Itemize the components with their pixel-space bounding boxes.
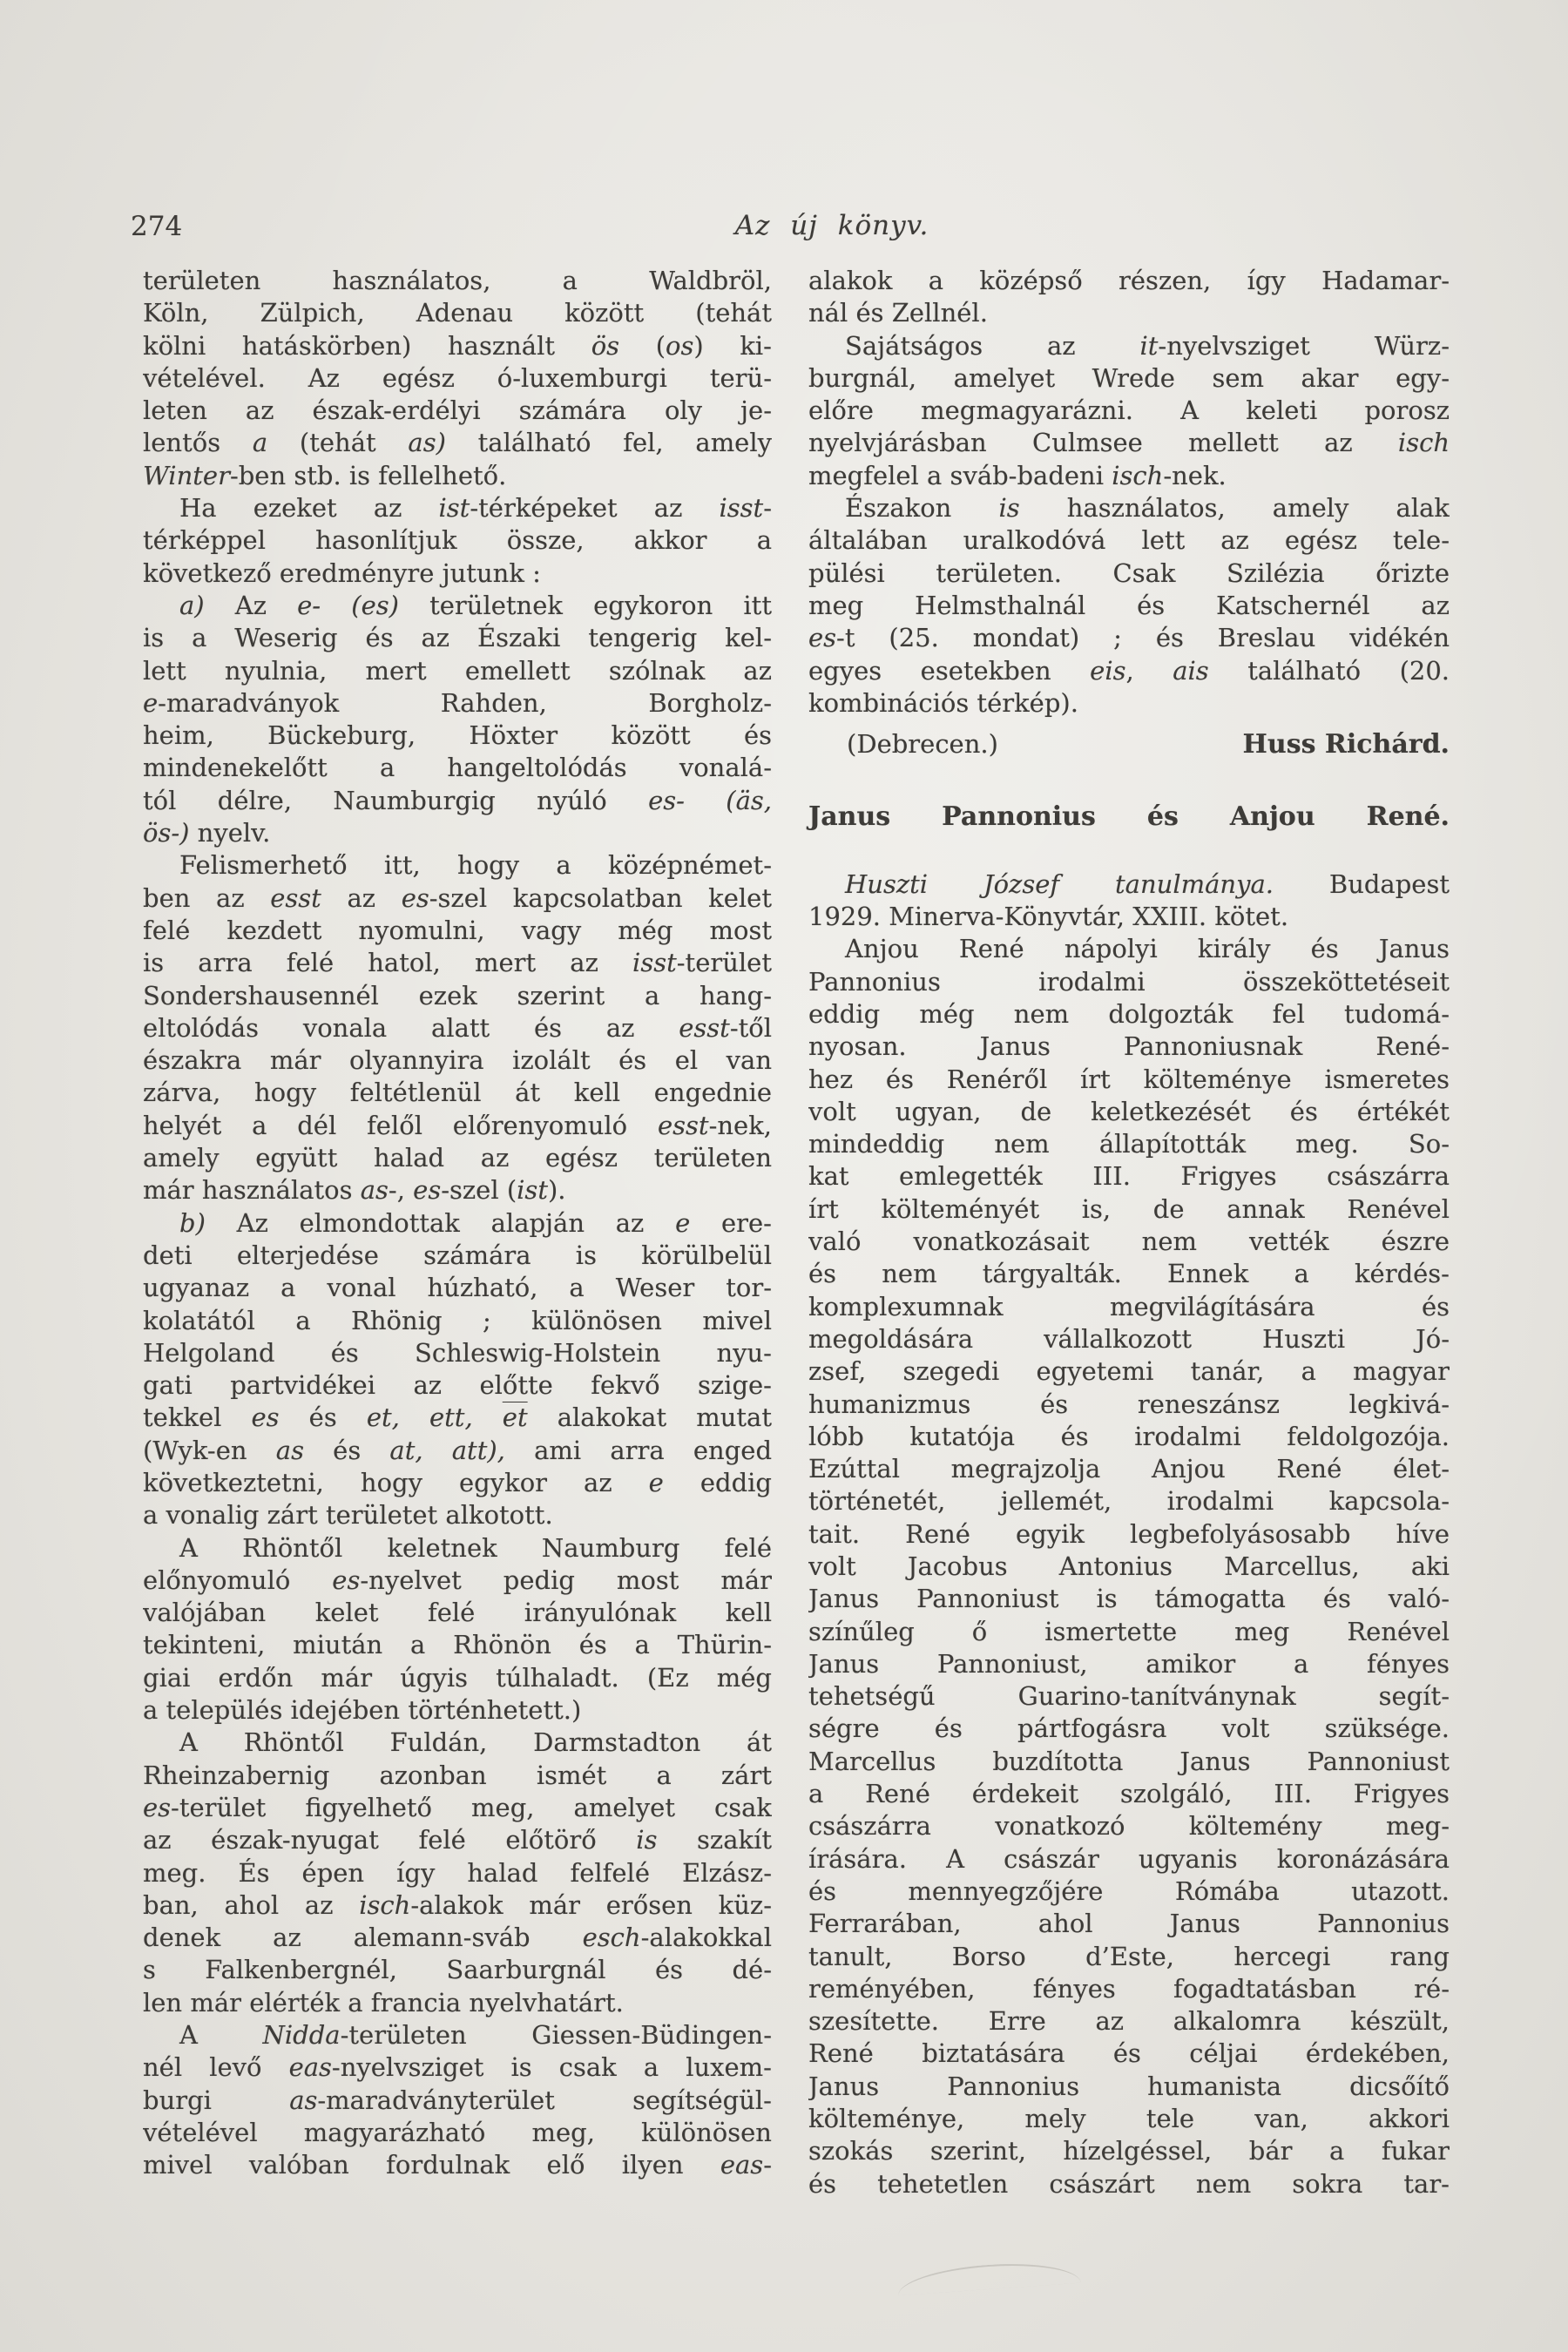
text-line: leten az észak-erdélyi számára oly je- xyxy=(143,395,772,426)
text-line: burgi as-maradványterület segítségül- xyxy=(143,2085,772,2115)
text-line: kat emlegették III. Frigyes császárra xyxy=(808,1161,1450,1192)
text-line: René biztatására és céljai érdekében, xyxy=(808,2038,1450,2069)
signature-line xyxy=(808,728,1450,760)
text-line: Ferrarában, ahol Janus Pannonius xyxy=(808,1909,1450,1939)
text-line: és mennyegzőjére Rómába utazott. xyxy=(808,1876,1450,1906)
text-line: denek az alemann-sváb esch-alakokkal xyxy=(143,1923,772,1953)
text-line: is a Weserig és az Északi tengerig kel- xyxy=(143,623,772,653)
text-line: tekkel es és et, ett, $\overline{et}$ alakokat mutat xyxy=(143,1402,772,1433)
text-line: Ha ezeket az ist-térképeket az isst- xyxy=(179,493,772,524)
running-title: Az új könyv. xyxy=(734,210,929,241)
text-line: megfelel a sváb-badeni isch-nek. xyxy=(808,460,1227,490)
text-line: tait. René egyik legbefolyásosabb híve xyxy=(808,1518,1450,1549)
text-line: mivel valóban fordulnak elő ilyen eas- xyxy=(143,2150,772,2180)
signature-author: Huss Richárd. xyxy=(1242,729,1450,760)
text-line: 1929. Minerva-Könyvtár, XXIII. kötet. xyxy=(808,902,1289,932)
text-line: előre megmagyarázni. A keleti porosz xyxy=(808,395,1450,426)
text-line: gati partvidékei az előtte fekvő szige- xyxy=(143,1370,772,1401)
text-line: és nem tárgyalták. Ennek a kérdés- xyxy=(808,1259,1450,1289)
text-line: Köln, Zülpich, Adenau között (tehát xyxy=(143,298,772,328)
text-line: megoldására vállalkozott Huszti Jó- xyxy=(808,1323,1450,1354)
text-line: Winter-ben stb. is fellelhető. xyxy=(143,460,507,490)
text-line: egyes esetekben eis, ais található (20. xyxy=(808,655,1450,686)
text-line: ségre és pártfogásra volt szüksége. xyxy=(808,1713,1450,1744)
text-line: amely együtt halad az egész területen xyxy=(143,1143,772,1173)
text-line: az észak-nyugat felé előtörő is szakít xyxy=(143,1825,772,1855)
text-line: a vonalig zárt területet alkotott. xyxy=(143,1500,553,1531)
text-line: írására. A császár ugyanis koronázására xyxy=(808,1843,1450,1874)
text-line: Ezúttal megrajzolja Anjou René élet- xyxy=(808,1454,1450,1484)
text-line: északra már olyannyira izolált és el van xyxy=(143,1045,772,1076)
text-line: császárra vonatkozó költemény meg- xyxy=(808,1811,1450,1842)
text-line: vételével magyarázható meg, különösen xyxy=(143,2117,772,2147)
text-line: Felismerhető itt, hogy a középnémet- xyxy=(179,850,772,881)
text-line: területen használatos, a Waldbröl, xyxy=(143,266,772,295)
text-line: volt ugyan, de keletkezését és értékét xyxy=(808,1096,1450,1126)
text-line: zárva, hogy feltétlenül át kell engednie xyxy=(143,1078,772,1108)
text-line: ban, ahol az isch-alakok már erősen küz- xyxy=(143,1889,772,1920)
text-line: komplexumnak megvilágítására és xyxy=(808,1291,1450,1321)
text-line: A Rhöntől keletnek Naumburg felé xyxy=(179,1532,772,1563)
text-line: zsef, szegedi egyetemi tanár, a magyar xyxy=(808,1356,1450,1387)
text-line: kölni hatáskörben) használt ös (os) ki- xyxy=(143,330,772,361)
text-line: meg Helmsthalnál és Katschernél az xyxy=(808,590,1450,620)
text-line: általában uralkodóvá lett az egész tele- xyxy=(808,525,1450,556)
text-line: eltolódás vonala alatt és az esst-től xyxy=(143,1012,772,1043)
text-line: mindeddig nem állapították meg. So- xyxy=(808,1129,1450,1159)
text-line: Huszti József tanulmánya. Budapest xyxy=(845,868,1450,899)
text-line: giai erdőn már úgyis túlhaladt. (Ez még xyxy=(143,1662,772,1693)
signature-place: (Debrecen.) xyxy=(847,729,998,760)
text-line: hez és Renéről írt költeménye ismeretes xyxy=(808,1064,1450,1094)
text-line: kombinációs térkép). xyxy=(808,687,1078,718)
text-line: humanizmus és reneszánsz legkivá- xyxy=(808,1389,1450,1419)
text-line: pülési területen. Csak Szilézia őrizte xyxy=(808,558,1450,588)
text-line: következtetni, hogy egykor az e eddig xyxy=(143,1467,772,1497)
text-line: a település idejében történhetett.) xyxy=(143,1695,582,1726)
text-line: valójában kelet felé irányulónak kell xyxy=(143,1598,772,1628)
text-line: és tehetetlen császárt nem sokra tar- xyxy=(808,2168,1450,2199)
text-line: (Wyk-en as és at, att), ami arra enged xyxy=(143,1435,772,1465)
text-line: tól délre, Naumburgig nyúló es- (äs, xyxy=(143,785,772,815)
text-line: deti elterjedése számára is körülbelül xyxy=(143,1240,772,1270)
text-line: Helgoland és Schleswig-Holstein nyu- xyxy=(143,1337,772,1368)
text-line: es-t (25. mondat) ; és Breslau vidékén xyxy=(808,623,1450,653)
text-line: s Falkenbergnél, Saarburgnál és dé- xyxy=(143,1955,772,1985)
text-line: költeménye, mely tele van, akkori xyxy=(808,2104,1450,2134)
text-line: nyosan. Janus Pannoniusnak René- xyxy=(808,1031,1450,1062)
text-line: Marcellus buzdította Janus Pannoniust xyxy=(808,1746,1450,1776)
text-line: heim, Bückeburg, Höxter között és xyxy=(143,720,772,751)
text-line: burgnál, amelyet Wrede sem akar egy- xyxy=(808,362,1450,393)
right-text-column xyxy=(808,265,1450,2200)
text-line: b) Az elmondottak alapján az e ere- xyxy=(179,1207,772,1238)
text-line: Sajátságos az it-nyelvsziget Würz- xyxy=(845,330,1450,361)
text-line: Pannonius irodalmi összeköttetéseit xyxy=(808,966,1450,997)
scan-crease-artifact xyxy=(896,2259,1080,2296)
text-line: len már elérték a francia nyelvhatárt. xyxy=(143,1987,624,2017)
text-line: reményében, fényes fogadtatásban ré- xyxy=(808,1973,1450,2004)
text-line: Janus Pannoniust, amikor a fényes xyxy=(808,1648,1450,1679)
text-line: es-terület figyelhető meg, amelyet csak xyxy=(143,1792,772,1822)
text-line: Északon is használatos, amely alak xyxy=(845,493,1450,524)
text-line: helyét a dél felől előrenyomuló esst-nek, xyxy=(143,1110,772,1140)
text-line: mindenekelőtt a hangeltolódás vonalá- xyxy=(143,753,772,783)
text-line: Sondershausennél ezek szerint a hang- xyxy=(143,980,772,1010)
text-line: már használatos as-, es-szel (ist). xyxy=(143,1175,566,1206)
text-line: Janus Pannonius humanista dicsőítő xyxy=(808,2071,1450,2101)
text-line: volt Jacobus Antonius Marcellus, aki xyxy=(808,1551,1450,1581)
text-line: ugyanaz a vonal húzható, a Weser tor- xyxy=(143,1273,772,1303)
text-line: lentős a (tehát as) található fel, amely xyxy=(143,428,772,458)
text-line: szokás szerint, hízelgéssel, bár a fukar xyxy=(808,2136,1450,2166)
page-number: 274 xyxy=(131,211,183,242)
left-text-column xyxy=(143,265,772,2182)
text-line: e-maradványok Rahden, Borgholz- xyxy=(143,687,772,718)
text-line: meg. És épen így halad felfelé Elzász- xyxy=(143,1857,772,1888)
text-line: színűleg ő ismertette meg Renével xyxy=(808,1616,1450,1646)
text-line: ben az esst az es-szel kapcsolatban kelet xyxy=(143,882,772,913)
text-line: a René érdekeit szolgáló, III. Frigyes xyxy=(808,1779,1450,1809)
text-line: a) Az e- (es) területnek egykoron itt xyxy=(179,590,772,620)
text-line: Rheinzabernig azonban ismét a zárt xyxy=(143,1760,772,1790)
text-line: is arra felé hatol, mert az isst-terület xyxy=(143,948,772,978)
text-line: térképpel hasonlítjuk össze, akkor a xyxy=(143,525,772,556)
text-line: nál és Zellnél. xyxy=(808,298,988,328)
text-line: alakok a középső részen, így Hadamar- xyxy=(808,266,1450,295)
text-line: lett nyulnia, mert emellett szólnak az xyxy=(143,655,772,686)
text-line: lóbb kutatója és irodalmi feldolgozója. xyxy=(808,1421,1450,1451)
text-line: felé kezdett nyomulni, vagy még most xyxy=(143,915,772,945)
text-line: szesítette. Erre az alkalomra készült, xyxy=(808,2006,1450,2037)
text-line: Anjou René nápolyi király és Janus xyxy=(845,934,1450,964)
text-line: nyelvjárásban Culmsee mellett az isch xyxy=(808,428,1450,458)
text-line: nél levő eas-nyelvsziget is csak a luxem- xyxy=(143,2052,772,2083)
text-line: tekinteni, miután a Rhönön és a Thürin- xyxy=(143,1630,772,1660)
text-line: tanult, Borso d’Este, hercegi rang xyxy=(808,1941,1450,1971)
article-heading: Janus Pannonius és Anjou René. xyxy=(808,801,1450,833)
text-line: következő eredményre jutunk : xyxy=(143,558,541,588)
text-line: A Rhöntől Fuldán, Darmstadton át xyxy=(179,1727,772,1758)
text-line: vételével. Az egész ó-luxemburgi terü- xyxy=(143,362,772,393)
text-line: való vonatkozásait nem vették észre xyxy=(808,1227,1450,1257)
text-line: előnyomuló es-nyelvet pedig most már xyxy=(143,1565,772,1595)
text-line: történetét, jellemét, irodalmi kapcsola- xyxy=(808,1486,1450,1517)
text-line: ös-) nyelv. xyxy=(143,818,271,848)
text-line: kolatától a Rhönig ; különösen mivel xyxy=(143,1305,772,1335)
text-line: Janus Pannoniust is támogatta és való- xyxy=(808,1584,1450,1614)
text-line: A Nidda-területen Giessen-Büdingen- xyxy=(179,2020,772,2051)
text-line: tehetségű Guarino-tanítványnak segít- xyxy=(808,1681,1450,1712)
text-line: írt költeményét is, de annak Renével xyxy=(808,1193,1450,1224)
text-line: eddig még nem dolgozták fel tudomá- xyxy=(808,998,1450,1029)
